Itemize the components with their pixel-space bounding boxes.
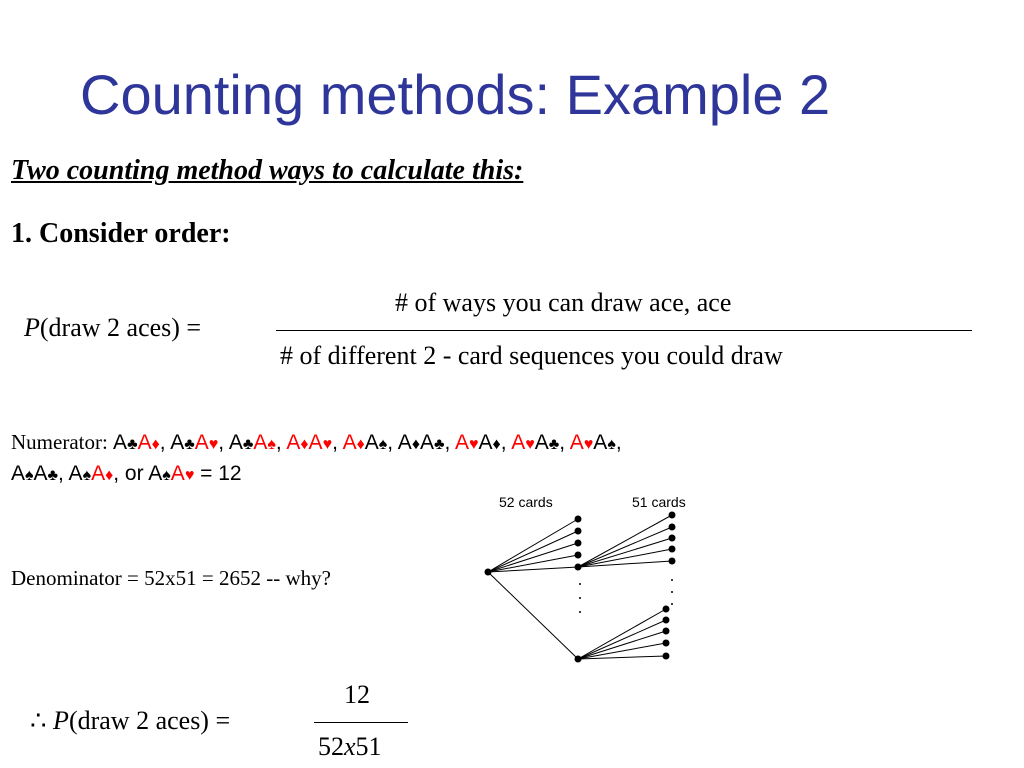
card-suit: ♣ [127,436,138,453]
probability-event: (draw 2 aces) = [39,313,202,342]
card-suit: ♥ [208,436,219,453]
ace-pair [113,431,160,454]
card [343,431,365,454]
pair-separator: , [113,462,125,485]
card-rank: A [342,431,357,454]
card [171,462,195,485]
card-suit: ♣ [184,436,195,453]
card [309,431,333,454]
probability-symbol: P [24,313,40,342]
numerator-line [11,430,622,455]
card-rank: A [419,431,434,454]
tree-label-second-draw: 51 cards [632,494,686,510]
step-heading: 1. Consider order: [11,218,231,249]
card [11,462,34,485]
denominator-factor-a: 52 [318,732,344,761]
card-rank: A [569,431,584,454]
card [570,431,594,454]
card-suit: ♦ [300,436,309,453]
pair-separator: , [615,431,622,454]
conclusion-denominator [318,732,382,762]
card-rank: A [593,431,608,454]
numerator-label: Numerator: [11,430,108,454]
therefore-symbol: ∴ [30,706,47,735]
fraction-denominator: # of different 2 - card sequences you could draw [280,341,783,370]
card [148,462,171,485]
ace-pair [511,431,559,454]
card-rank: A [308,431,323,454]
denominator-factor-b: 51 [355,732,382,761]
card-rank: A [534,431,549,454]
card [138,431,160,454]
card [170,431,195,454]
card-draw-tree [470,490,710,680]
conclusion-lhs [30,706,230,736]
ace-pair [170,431,218,454]
pair-separator: , [218,431,229,454]
fraction-numerator: # of ways you can draw ace, ace [395,288,732,317]
card-rank: A [148,462,163,485]
card [229,431,254,454]
ace-pair [455,431,501,454]
pair-separator: , [58,462,69,485]
or-word: or [124,462,149,485]
card [195,431,219,454]
conclusion-numerator: 12 [344,680,370,709]
card [479,431,501,454]
numerator-line-continued [11,462,242,486]
ace-pair [11,462,58,485]
tree-nodes [485,512,676,663]
card-suit: ♥ [583,436,594,453]
card-rank: A [511,431,526,454]
times-symbol: x [344,732,356,761]
card [365,431,388,454]
card-rank: A [478,431,493,454]
card [511,431,535,454]
card [253,431,276,454]
card-suit: ♣ [242,436,254,453]
card [69,462,92,485]
ace-pair [229,431,276,454]
pair-separator: , [159,431,171,454]
ace-pair [398,431,445,454]
fraction-bar [276,330,972,331]
card-rank: A [253,431,268,454]
card [455,431,479,454]
card-suit: ♣ [47,467,59,484]
probability-symbol: P [53,706,69,735]
ace-pair [343,431,388,454]
card [593,431,616,454]
ace-pair [148,462,194,485]
card-rank: A [137,431,152,454]
pair-separator: , [387,431,398,454]
card [420,431,445,454]
card-rank: A [33,462,48,485]
card-rank: A [91,462,106,485]
card-suit: ♠ [267,436,276,453]
pair-separator: , [275,431,287,454]
card-suit: ♦ [151,436,160,453]
pair-separator: , [559,431,570,454]
card-suit: ♠ [378,436,388,453]
ace-pair [286,431,332,454]
card-suit: ♦ [411,436,420,453]
card [398,431,420,454]
card-suit: ♣ [434,436,445,453]
card-suit: ♠ [607,436,616,453]
card-rank: A [364,431,379,454]
card [91,462,113,485]
section-subtitle: Two counting method ways to calculate this: [11,155,524,186]
card-rank: A [286,431,301,454]
ace-pair [69,462,114,485]
ace-pairs-list [113,431,622,454]
pair-separator: , [444,431,456,454]
card-rank: A [170,462,185,485]
probability-event: (draw 2 aces) = [68,706,231,735]
card [113,431,138,454]
card-suit: ♥ [525,436,535,453]
tree-label-first-draw: 52 cards [499,494,553,510]
card-suit: ♥ [184,467,195,484]
denominator-line: Denominator = 52x51 = 2652 -- why? [11,566,331,590]
numerator-result: = 12 [200,462,242,485]
card-suit: ♦ [356,436,365,453]
card [535,431,560,454]
card-rank: A [397,431,412,454]
conclusion-fraction-bar [314,722,408,723]
card-rank: A [194,431,209,454]
page-title: Counting methods: Example 2 [80,63,831,126]
card-suit: ♣ [548,436,560,453]
card-rank: A [68,462,83,485]
tree-branches [488,515,672,659]
card [34,462,59,485]
card-rank: A [113,431,128,454]
card-suit: ♠ [162,467,171,484]
card-rank: A [455,431,470,454]
card-rank: A [228,431,243,454]
card-suit: ♥ [322,436,333,453]
card-suit: ♠ [25,467,34,484]
card-suit: ♠ [82,467,92,484]
card-suit: ♦ [492,436,501,453]
pair-separator: , [332,431,343,454]
card-rank: A [170,431,185,454]
card-suit: ♦ [105,467,114,484]
probability-lhs [24,313,201,343]
pair-separator: , [500,431,512,454]
card-suit: ♥ [469,436,479,453]
card-rank: A [11,462,26,485]
ace-pairs-list-continued [11,462,194,485]
ace-pair [570,431,616,454]
card [286,431,308,454]
